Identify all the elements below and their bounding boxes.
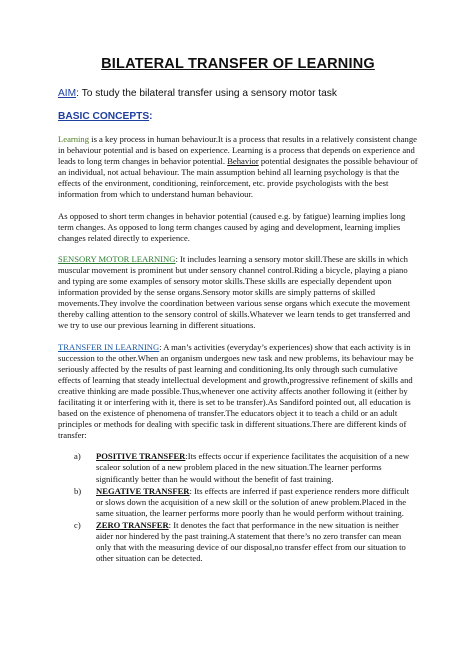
list-item [74,485,418,519]
positive-transfer-text: :Its effects occur if experience facilitates the acquisition of a new scaleor solution of a new problem placed in the new situation.The learner performs significantly better than he would without the benefit of fast training. [96,451,410,484]
transfer-text: : A man’s activities (everyday’s experiences) show that each activity is in succession to the other.When an organism undergoes new task and new problems, its behaviour may be seriously affected by the results of past learning and conditioning.Its only through such cumulative effects of learning that steady intellectual development and growth,progressive refinement of skills and creative thinking are made possible.Thus,whenever one activity affects another following it (either by facilitating it or interfering with it, there is set to be transfer).As Sandiford pointed out, all education is based on the existence of phenomena of transfer.The educators object it to teach a child or an adult principles or methods for dealing with specific task in different situations.There are different kinds of transfer: [58,341,414,441]
learning-keyword: Learning [58,134,90,144]
sensory-heading: SENSORY MOTOR LEARNING [58,253,176,264]
learning-text-2: potential designates the possible behaviour of an individual, not actual behaviour. The main assumption behind all learning psychology is that the effects of the environment, conditioning, reinforcement, etc. provide psychologists with the best information from which to understand human behaviour. [58,156,418,200]
positive-transfer-heading: POSITIVE TRANSFER [96,451,186,462]
list-marker: c) [74,519,81,530]
basic-concepts-label: BASIC CONCEPTS [58,111,150,122]
zero-transfer-text: : It denotes the fact that performance in the new situation is neither aider nor hindered by the past training.A statement that there’s no zero transfer can mean only that with the measuring device of our disposal,no transfer effect from our situation to other situation can be detected. [96,519,406,564]
list-item [74,519,418,564]
learning-text-1: is a key process in human behaviour.It is a process that results in a relatively consistent change in behaviour potential and is based on experience. Learning is a process that depends on experience and leads to long term changes in behavior potential. [58,134,417,167]
sensory-text: : It includes learning a sensory motor skill.These are skills in which muscular movement is prominent but under sensory channel control.Riding a bicycle, playing a piano and typing are some examples of sensory motor skills.These skills are especially dependent upon information provided by the sense organs.Sensory motor skills are simply patterns of skilled movements.They involve the coordination between various sense organs which execute the movement thereby calling attention to the sensory control of skills.Whatever we learn tends to get transferred and we try to use our previous learning in different situations. [58,253,411,331]
behavior-underlined: Behavior [227,156,259,167]
list-marker: b) [74,485,82,496]
learning-paragraph [58,134,418,201]
aim-line [58,88,418,99]
list-item [74,451,418,484]
aim-label: AIM [58,88,77,99]
list-marker: a) [74,451,81,462]
sensory-paragraph [58,254,418,332]
aim-text: : To study the bilateral transfer using a sensory motor task [76,88,337,99]
transfer-heading: TRANSFER IN LEARNING [58,341,160,352]
short-term-paragraph: As opposed to short term changes in behavior potential (caused e.g. by fatigue) learning implies long term changes. As opposed to long term changes caused by aging and development, learning implies changes related directly to experience. [58,210,406,243]
transfer-paragraph [58,342,418,442]
page-title: BILATERAL TRANSFER OF LEARNING [101,56,375,72]
basic-concepts-heading [58,111,418,122]
basic-concepts-colon: : [149,111,153,122]
negative-transfer-text: : Its effects are inferred if past experience renders more difficult or slows down the acquisition of a new skill or the solution of anew problem.Placed in the same situation, the learner performs more poorly than he would perform without training. [96,485,410,518]
transfer-types-list [58,451,418,564]
zero-transfer-heading: ZERO TRANSFER [96,519,169,530]
negative-transfer-heading: NEGATIVE TRANSFER [96,485,190,496]
